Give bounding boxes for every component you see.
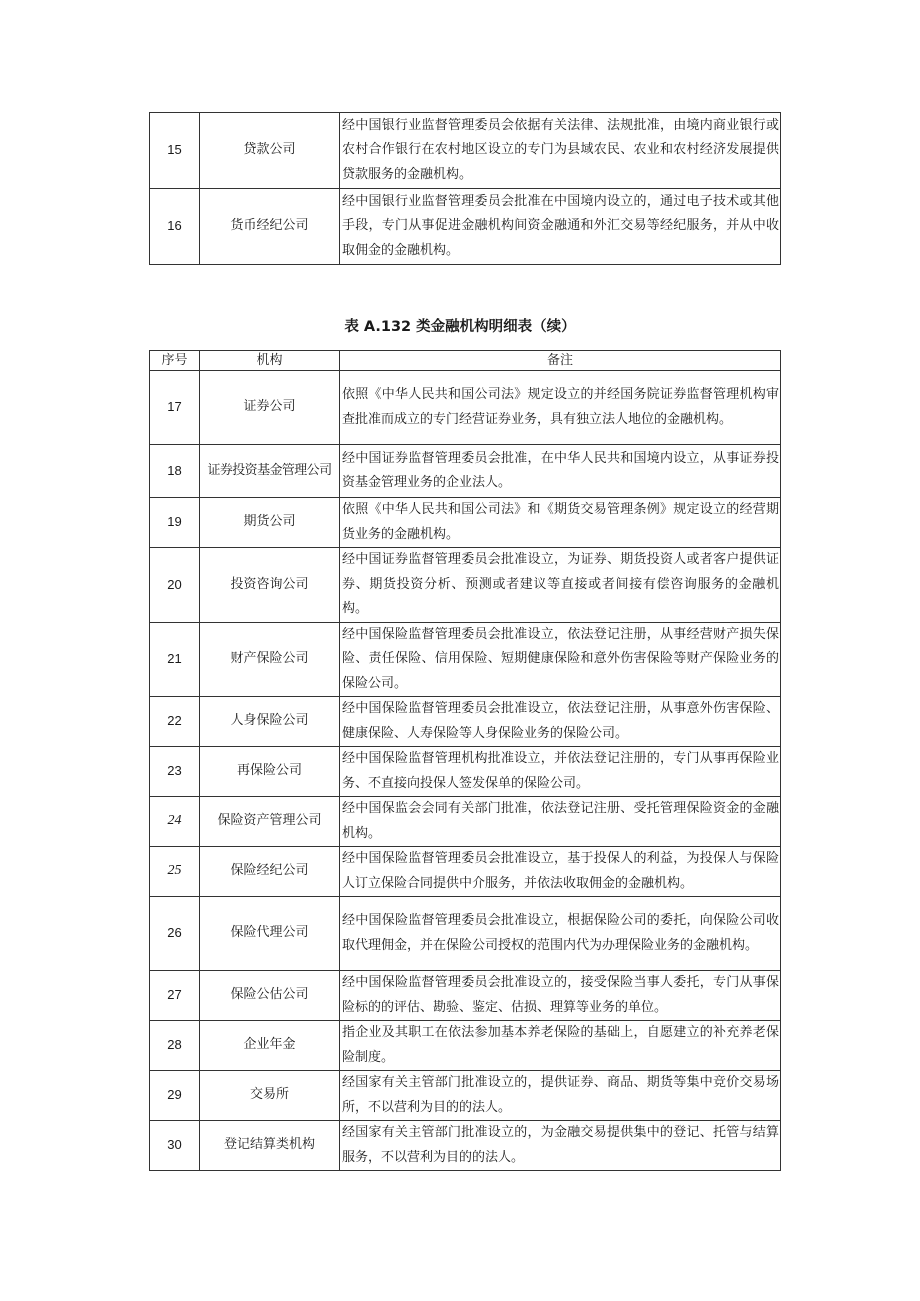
table-row [150, 847, 781, 897]
row-number: 25 [150, 847, 200, 897]
institution-note: 依照《中华人民共和国公司法》和《期货交易管理条例》规定设立的经营期货业务的金融机构。 [340, 498, 781, 548]
institution-note: 经中国银行业监督管理委员会批准在中国境内设立的，通过电子技术或其他手段，专门从事促进金融机构间资金融通和外汇交易等经纪服务，并从中收取佣金的金融机构。 [340, 189, 781, 265]
institution-name: 货币经纪公司 [200, 189, 340, 265]
table-row [150, 445, 781, 498]
row-number: 19 [150, 498, 200, 548]
table-row [150, 548, 781, 623]
header-institution: 机构 [200, 351, 340, 371]
institution-name: 财产保险公司 [200, 622, 340, 697]
row-number: 24 [150, 797, 200, 847]
table-main [149, 350, 781, 1171]
table-row [150, 371, 781, 445]
institution-name: 登记结算类机构 [200, 1121, 340, 1171]
row-number: 30 [150, 1121, 200, 1171]
institution-note: 经中国保险监督管理机构批准设立，并依法登记注册的，专门从事再保险业务、不直接向投保人签发保单的保险公司。 [340, 747, 781, 797]
header-note: 备注 [340, 351, 781, 371]
row-number: 22 [150, 697, 200, 747]
table-row [150, 1021, 781, 1071]
table-row [150, 622, 781, 697]
institution-note: 经中国保监会会同有关部门批准，依法登记注册、受托管理保险资金的金融机构。 [340, 797, 781, 847]
institution-name: 证券公司 [200, 371, 340, 445]
row-number: 26 [150, 897, 200, 971]
table-row [150, 897, 781, 971]
institution-note: 经中国保险监督管理委员会批准设立，依法登记注册，从事意外伤害保险、健康保险、人寿保险等人身保险业务的保险公司。 [340, 697, 781, 747]
table-row [150, 1121, 781, 1171]
header-number: 序号 [150, 351, 200, 371]
institution-note: 经中国银行业监督管理委员会依据有关法律、法规批准，由境内商业银行或农村合作银行在农村地区设立的专门为县域农民、农业和农村经济发展提供贷款服务的金融机构。 [340, 113, 781, 189]
institution-name: 保险经纪公司 [200, 847, 340, 897]
table-top [149, 112, 781, 265]
institution-name: 企业年金 [200, 1021, 340, 1071]
institution-name: 贷款公司 [200, 113, 340, 189]
table-row [150, 797, 781, 847]
row-number: 28 [150, 1021, 200, 1071]
table-row [150, 971, 781, 1021]
institution-name: 保险资产管理公司 [200, 797, 340, 847]
institution-note: 经中国证券监督管理委员会批准，在中华人民共和国境内设立，从事证券投资基金管理业务的企业法人。 [340, 445, 781, 498]
table-row [150, 113, 781, 189]
row-number: 16 [150, 189, 200, 265]
row-number: 15 [150, 113, 200, 189]
table-row [150, 697, 781, 747]
institution-name: 期货公司 [200, 498, 340, 548]
row-number: 17 [150, 371, 200, 445]
institution-name: 保险公估公司 [200, 971, 340, 1021]
table-row [150, 498, 781, 548]
institution-note: 经中国保险监督管理委员会批准设立，依法登记注册，从事经营财产损失保险、责任保险、信用保险、短期健康保险和意外伤害保险等财产保险业务的保险公司。 [340, 622, 781, 697]
institution-name: 人身保险公司 [200, 697, 340, 747]
institution-name: 证券投资基金管理公司 [200, 445, 340, 498]
institution-note: 依照《中华人民共和国公司法》规定设立的并经国务院证券监督管理机构审查批准而成立的专门经营证券业务，具有独立法人地位的金融机构。 [340, 371, 781, 445]
row-number: 27 [150, 971, 200, 1021]
row-number: 20 [150, 548, 200, 623]
institution-name: 投资咨询公司 [200, 548, 340, 623]
institution-note: 经国家有关主管部门批准设立的，提供证券、商品、期货等集中竞价交易场所，不以营利为目的的法人。 [340, 1071, 781, 1121]
table-header-row [150, 351, 781, 371]
institution-note: 经中国保险监督管理委员会批准设立，根据保险公司的委托，向保险公司收取代理佣金，并在保险公司授权的范围内代为办理保险业务的金融机构。 [340, 897, 781, 971]
institution-name: 保险代理公司 [200, 897, 340, 971]
institution-name: 交易所 [200, 1071, 340, 1121]
institution-note: 经中国保险监督管理委员会批准设立的，接受保险当事人委托，专门从事保险标的的评估、勘验、鉴定、估损、理算等业务的单位。 [340, 971, 781, 1021]
institution-note: 经中国证券监督管理委员会批准设立，为证券、期货投资人或者客户提供证券、期货投资分析、预测或者建议等直接或者间接有偿咨询服务的金融机构。 [340, 548, 781, 623]
row-number: 21 [150, 622, 200, 697]
row-number: 23 [150, 747, 200, 797]
table-row [150, 189, 781, 265]
row-number: 18 [150, 445, 200, 498]
table-row [150, 747, 781, 797]
table-row [150, 1071, 781, 1121]
institution-name: 再保险公司 [200, 747, 340, 797]
institution-note: 指企业及其职工在依法参加基本养老保险的基础上，自愿建立的补充养老保险制度。 [340, 1021, 781, 1071]
row-number: 29 [150, 1071, 200, 1121]
table-caption: 表 A.132 类金融机构明细表（续） [344, 319, 576, 335]
institution-note: 经中国保险监督管理委员会批准设立，基于投保人的利益，为投保人与保险人订立保险合同提供中介服务，并依法收取佣金的金融机构。 [340, 847, 781, 897]
institution-note: 经国家有关主管部门批准设立的，为金融交易提供集中的登记、托管与结算服务，不以营利为目的的法人。 [340, 1121, 781, 1171]
